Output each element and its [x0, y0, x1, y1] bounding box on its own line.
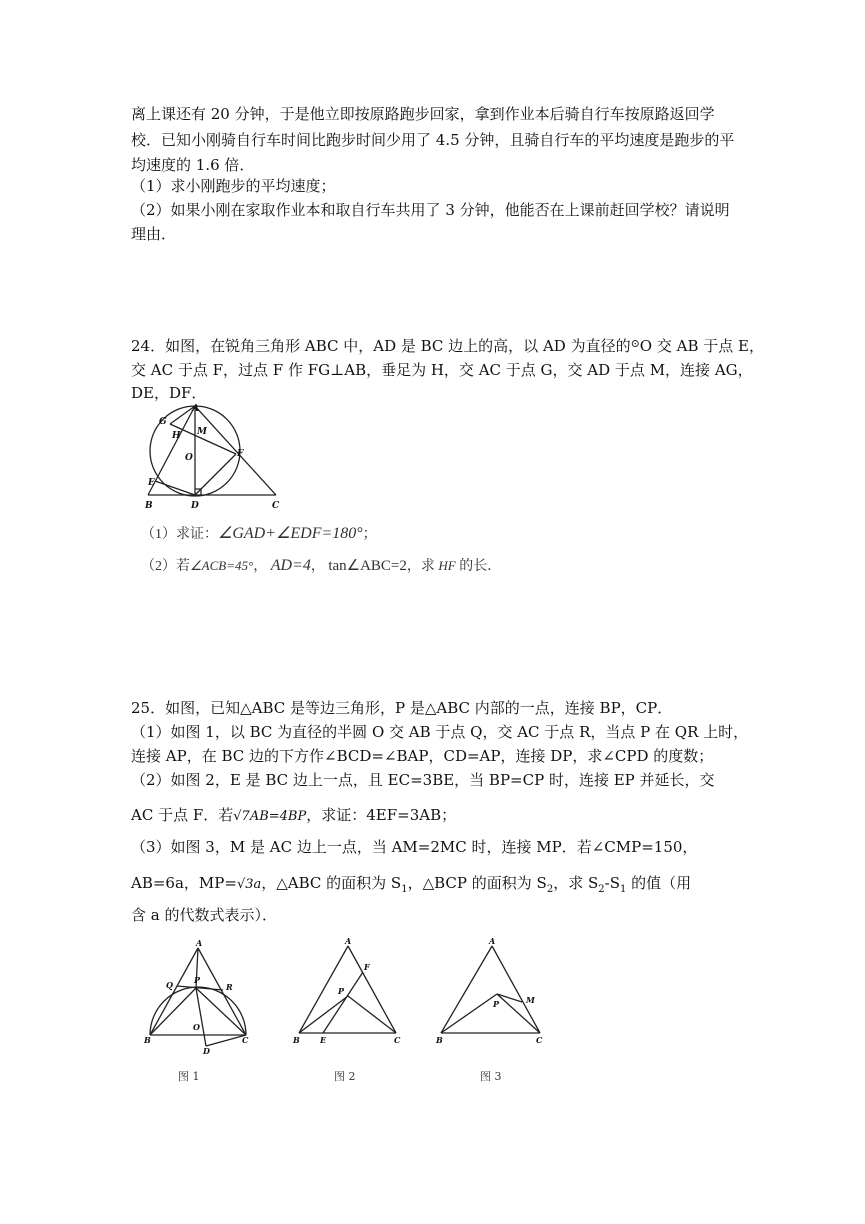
q24-label-o: O — [185, 453, 193, 463]
fig1-segment-ab — [150, 948, 198, 1035]
fig3-label-c: C — [536, 1035, 543, 1045]
q24-part-1-prefix: （1）求证： — [141, 527, 218, 542]
q25-caption-figure-3: 图 3 — [480, 1070, 502, 1083]
q24-label-h: H — [172, 431, 181, 441]
q25-part-2-formula: √7AB=4BP — [233, 809, 307, 824]
fig2-label-a: A — [345, 938, 352, 946]
q25-part-3-prefix: AB=6a，MP= — [131, 874, 237, 892]
q24-label-c: C — [272, 501, 280, 511]
q25-part-3-line-1: （3）如图 3，M 是 AC 边上一点，当 AM=2MC 时，连接 MP．若∠CMP=150， — [131, 838, 698, 856]
fig1-label-r: R — [226, 982, 233, 992]
q25-part-2-line-1: （2）如图 2，E 是 BC 边上一点，且 EC=3BE，当 BP=CP 时，连接 EP 并延长，交 — [131, 771, 715, 789]
q24-text-line-1 — [131, 336, 764, 358]
q24-part-1-suffix: ； — [362, 527, 377, 542]
q25-part-3-mid-1: ，△ABC 的面积为 S — [261, 874, 402, 892]
q24-label-m: M — [197, 427, 207, 437]
q25-sub-4: 1 — [619, 884, 627, 895]
q24-part-1 — [141, 524, 377, 545]
fig1-segment-ac — [198, 948, 246, 1035]
q25-part-3-line-2 — [131, 873, 691, 900]
fig2-label-p: P — [338, 986, 345, 996]
q24-part-2-var: HF — [438, 558, 456, 573]
fig3-label-p: P — [493, 999, 500, 1009]
q25-sub-1: 1 — [401, 884, 408, 895]
q24-segment-de — [155, 481, 195, 495]
q25-part-3-line-3: 含 a 的代数式表示）． — [131, 906, 277, 924]
q25-sub-2: 2 — [546, 884, 554, 895]
fig1-label-q: Q — [166, 980, 173, 990]
q24-part-2-sep-1: ， — [253, 559, 268, 574]
q24-part-2-condition-1: ∠ACB=45° — [190, 558, 254, 573]
fig1-label-a: A — [196, 938, 203, 948]
q25-figure-1 — [138, 938, 263, 1058]
q24-label-g: G — [159, 417, 167, 427]
fig3-segment-bp — [441, 994, 497, 1033]
q25-part-2-line-2 — [131, 805, 456, 827]
fig1-label-o: O — [193, 1022, 200, 1032]
fig1-label-p: P — [194, 975, 201, 985]
fig2-segment-cp — [348, 996, 396, 1033]
fig1-label-b: B — [144, 1035, 151, 1045]
q24-label-d: D — [191, 501, 199, 511]
fig1-label-c: C — [242, 1035, 249, 1045]
q25-part-1-line-2: 连接 AP，在 BC 边的下方作∠BCD=∠BAP，CD=AP，连接 DP，求∠CPD 的度数； — [131, 747, 714, 765]
q24-text-line-3: DE，DF． — [131, 384, 207, 402]
q25-text-line-1: 25．如图，已知△ABC 是等边三角形，P 是△ABC 内部的一点，连接 BP，CP． — [131, 699, 673, 717]
fig2-label-c: C — [394, 1035, 401, 1045]
fig2-label-e: E — [320, 1035, 327, 1045]
q23-text-line-2: 校．已知小刚骑自行车时间比跑步时间少用了 4.5 分钟，且骑自行车的平均速度是跑步的平 — [131, 131, 735, 149]
q23-part-2-line-1: （2）如果小刚在家取作业本和取自行车共用了 3 分钟，他能否在上课前赶回学校？请说明 — [131, 201, 730, 219]
q25-caption-figure-1: 图 1 — [178, 1070, 200, 1083]
q24-part-2 — [141, 556, 501, 577]
q25-part-1-line-1: （1）如图 1，以 BC 为直径的半圆 O 交 AB 于点 Q，交 AC 于点 R，当点 P 在 QR 上时， — [131, 723, 749, 741]
fig3-label-a: A — [489, 936, 496, 946]
q24-text-line-2: 交 AC 于点 F，过点 F 作 FG⊥AB，垂足为 H，交 AC 于点 G，交 AD 于点 M，连接 AG， — [131, 361, 753, 379]
q24-segment-ac — [195, 406, 276, 495]
q24-line-1b: O 交 AB 于点 E， — [639, 337, 764, 355]
q23-part-1: （1）求小刚跑步的平均速度； — [131, 177, 336, 195]
q25-part-3-suffix: 的值（用 — [626, 874, 692, 892]
q24-part-1-formula: ∠GAD+∠EDF=180° — [218, 525, 363, 542]
fig3-segment-ac — [492, 946, 540, 1033]
q24-label-a: A — [192, 404, 199, 414]
q25-part-3-mid-2: ，△BCP 的面积为 S — [407, 874, 547, 892]
q25-caption-figure-2: 图 2 — [334, 1070, 356, 1083]
q24-label-b: B — [145, 501, 153, 511]
q25-sub-3: 2 — [598, 884, 605, 895]
q23-part-2-line-2: 理由． — [131, 225, 177, 243]
q24-figure — [140, 402, 290, 514]
fig3-segment-ab — [441, 946, 492, 1033]
fig1-segment-bp — [150, 988, 196, 1035]
fig2-label-b: B — [293, 1035, 300, 1045]
fig2-label-f: F — [364, 962, 370, 972]
q23-text-line-3: 均速度的 1.6 倍． — [131, 156, 255, 174]
fig3-label-m: M — [526, 995, 535, 1005]
fig2-segment-bp — [299, 996, 348, 1033]
fig1-segment-cd — [206, 1035, 246, 1046]
q23-text-line-1: 离上课还有 20 分钟，于是他立即按原路跑步回家，拿到作业本后骑自行车按原路返回学 — [131, 105, 715, 123]
q24-part-2-sep-2: ， — [310, 559, 325, 574]
q25-figure-3 — [432, 936, 552, 1048]
q24-part-2-condition-2: AD=4 — [270, 557, 311, 574]
q25-part-3-mid-4: -S — [604, 874, 620, 892]
q25-figure-2 — [290, 938, 405, 1050]
fig3-label-b: B — [436, 1035, 443, 1045]
q24-line-1a: 24．如图，在锐角三角形 ABC 中，AD 是 BC 边上的高，以 AD 为直径的 — [131, 337, 631, 355]
q25-part-3-mid-3: ，求 S — [553, 874, 599, 892]
q25-part-2-suffix: ，求证：4EF=3AB； — [306, 806, 457, 824]
q25-part-3-formula: √3a — [236, 877, 262, 892]
q24-part-2-prefix: （2）若 — [141, 559, 190, 574]
q24-label-e: E — [148, 478, 155, 488]
q25-part-2-prefix: AC 于点 F．若 — [131, 806, 234, 824]
fig1-label-d: D — [203, 1046, 210, 1056]
q24-part-2-sep-3: ，求 — [406, 559, 435, 574]
q24-part-2-condition-3: tan∠ABC=2 — [328, 558, 407, 574]
q24-label-f: F — [237, 449, 244, 459]
q24-part-2-suffix: 的长． — [455, 559, 502, 574]
circle-symbol-icon: ⊙ — [630, 337, 640, 350]
fig2-segment-ac — [348, 946, 396, 1033]
